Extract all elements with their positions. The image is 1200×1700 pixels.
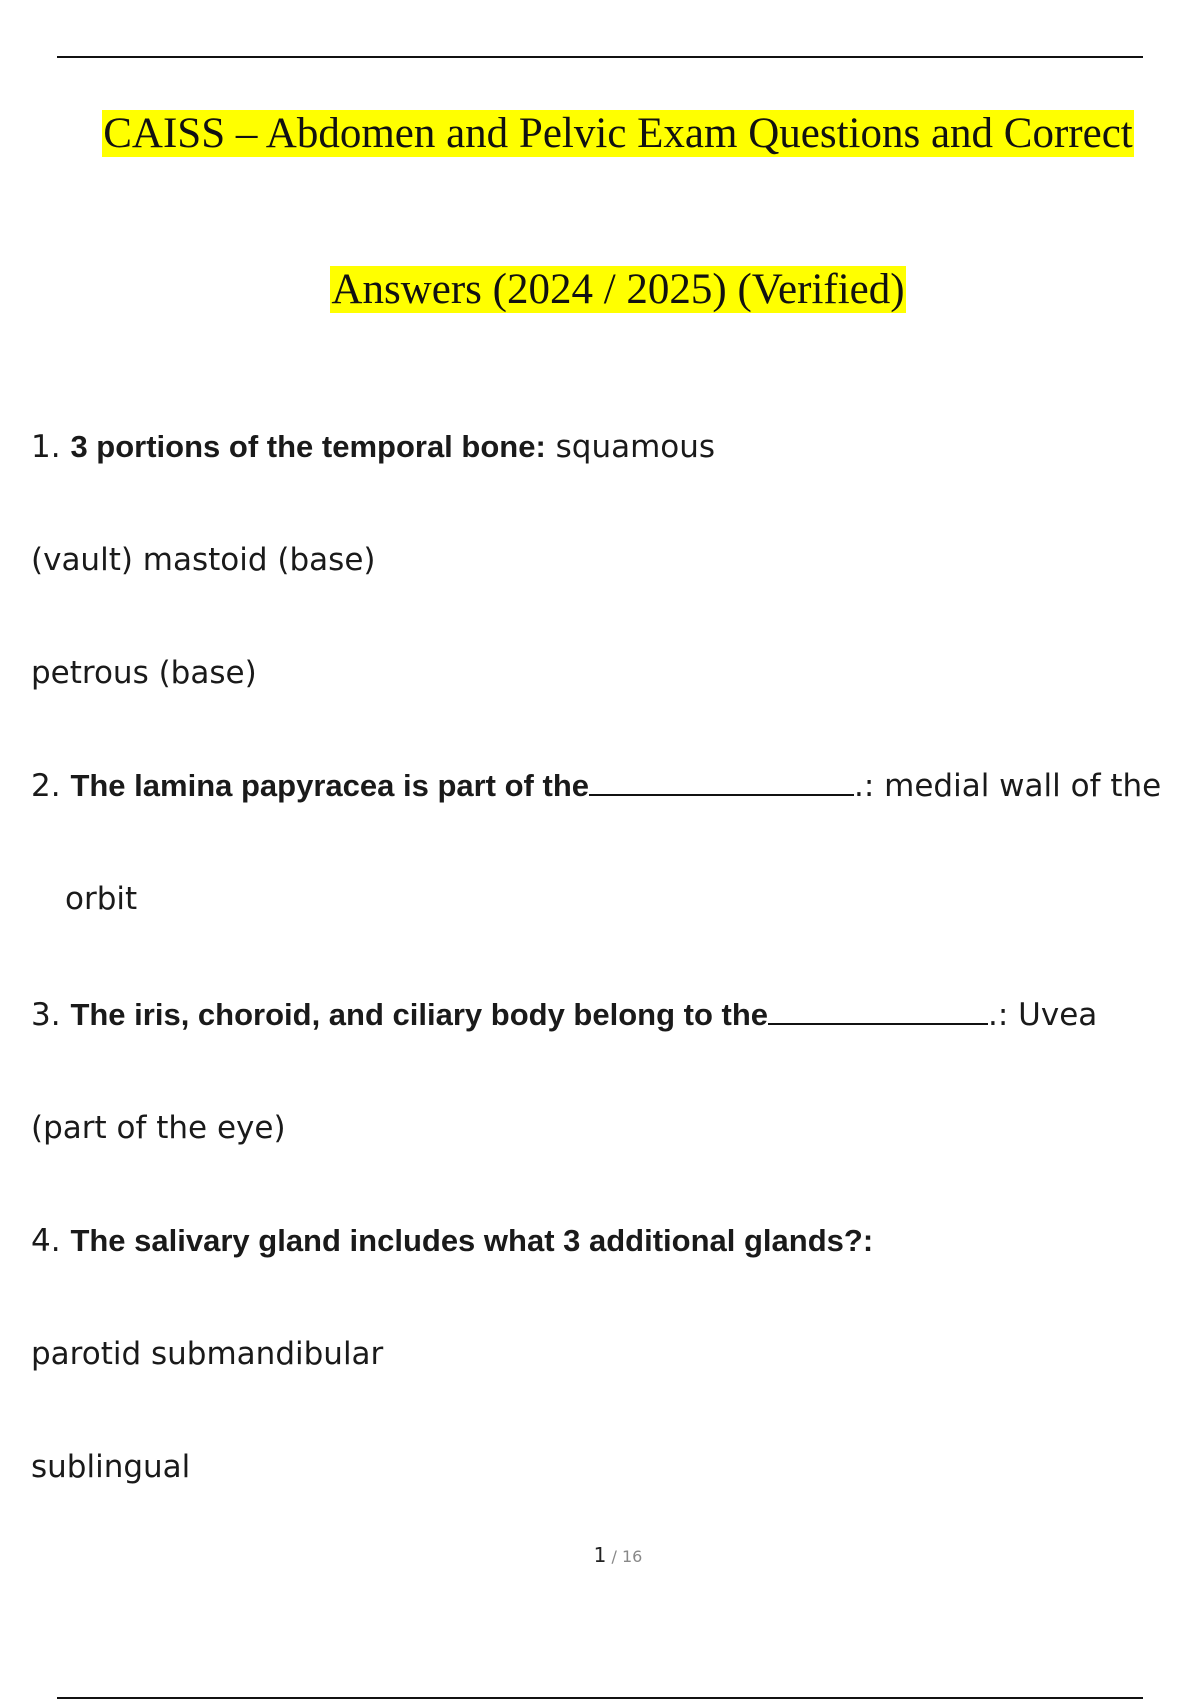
answer-text: .: medial wall of the: [854, 768, 1162, 804]
page-indicator: [0, 1543, 1200, 1567]
question-text: 3 portions of the temporal bone:: [70, 429, 546, 464]
footer-rule: [57, 1697, 1143, 1699]
answer-line: petrous (base): [31, 655, 257, 691]
question-2: [31, 767, 1161, 805]
document-title-line-1: [0, 108, 1200, 160]
title-highlight-2: Answers (2024 / 2025) (Verified): [331, 266, 905, 313]
title-highlight-1: CAISS – Abdomen and Pelvic Exam Questions and Correct: [103, 110, 1133, 157]
question-4: [31, 1222, 873, 1260]
total-pages: / 16: [606, 1547, 643, 1566]
question-number: 3.: [31, 997, 61, 1033]
answer-line: parotid submandibular: [31, 1336, 384, 1372]
question-text: The lamina papyracea is part of the: [70, 768, 589, 803]
question-number: 2.: [31, 768, 61, 804]
question-1: [31, 428, 715, 466]
answer-text: squamous: [545, 429, 716, 465]
question-number: 4.: [31, 1223, 61, 1259]
question-3: [31, 996, 1097, 1034]
header-rule: [57, 56, 1143, 58]
answer-line: (vault) mastoid (base): [31, 542, 376, 578]
question-text: The iris, choroid, and ciliary body belong to the: [70, 997, 769, 1032]
answer-line: (part of the eye): [31, 1110, 286, 1146]
question-number: 1.: [31, 429, 61, 465]
question-text: The salivary gland includes what 3 additional glands?:: [70, 1223, 874, 1258]
answer-line: sublingual: [31, 1449, 191, 1485]
answer-text: .: Uvea: [988, 997, 1098, 1033]
current-page: 1: [593, 1543, 607, 1567]
fill-in-blank: [589, 768, 854, 796]
document-title-line-2: [0, 264, 1200, 316]
answer-line: orbit: [65, 881, 138, 917]
fill-in-blank: [768, 997, 988, 1025]
